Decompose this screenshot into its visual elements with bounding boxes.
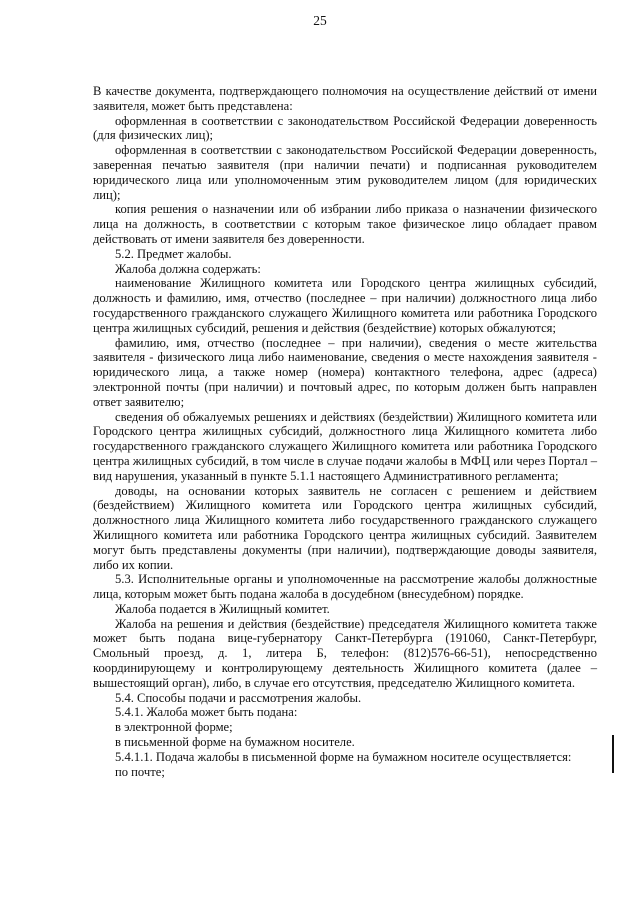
list-item: по почте; — [115, 764, 165, 779]
page-number: 25 — [313, 13, 327, 28]
paragraph: В качестве документа, подтверждающего полномочия на осуществление действий от имени заявителя, может быть представлена: — [93, 84, 597, 113]
section-heading: 5.3. Исполнительные органы и уполномоченные на рассмотрение жалобы должностные лица, которым может быть подана жалоба в досудебном (внесудебном) порядке. — [93, 572, 597, 602]
paragraph: сведения об обжалуемых решениях и действиях (бездействии) Жилищного комитета или Городского центра жилищных субсидий, должностного лица Жилищного комитета либо государственного гражданского служащего Жилищного комитета или работника Городского центра жилищных субсидий, в том числе в случае подачи жалобы в МФЦ или через Портал – вид нарушения, указанный в пункте 5.1.1 настоящего Административного регламента; — [93, 409, 597, 483]
paragraph: 5.4.1. Жалоба может быть подана: — [115, 705, 298, 720]
section-heading: 5.4. Способы подачи и рассмотрения жалобы. — [115, 690, 362, 705]
section-heading: 5.2. Предмет жалобы. — [115, 246, 232, 261]
paragraph: фамилию, имя, отчество (последнее – при наличии), сведения о месте жительства заявителя - физического лица либо наименование, сведения о месте нахождения заявителя - юридического лица, а также номер (номера) контактного телефона, адрес (адреса) электронной почты (при наличии) и почтовый адрес, по которым должен быть направлен ответ заявителю; — [93, 335, 597, 409]
list-item: в письменной форме на бумажном носителе. — [115, 735, 355, 750]
paragraph: 5.4.1.1. Подача жалобы в письменной форме на бумажном носителе осуществляется: — [115, 749, 572, 764]
paragraph: оформленная в соответствии с законодательством Российской Федерации доверенность (для физических лиц); — [93, 113, 597, 143]
paragraph: доводы, на основании которых заявитель не согласен с решением и действием (бездействием) Жилищного комитета или Городского центра жилищных субсидий, должностного лица Жилищного комитета либо государственного гражданского служащего Жилищного комитета или работника Городского центра жилищных субсидий. Заявителем могут быть представлены документы (при наличии), подтверждающие доводы заявителя, либо их копии. — [93, 483, 597, 572]
paragraph: Жалоба подается в Жилищный комитет. — [115, 601, 330, 616]
paragraph: наименование Жилищного комитета или Городского центра жилищных субсидий, должность и фамилию, имя, отчество (последнее – при наличии) должностного лица либо государственного гражданского служащего Жилищного комитета или работника Городского центра жилищных субсидий, решения и действия (бездействие) которых обжалуются; — [93, 276, 597, 335]
margin-line — [612, 735, 614, 773]
paragraph: оформленная в соответствии с законодательством Российской Федерации доверенность, заверенная печатью заявителя (при наличии печати) и подписанная руководителем юридического лица или уполномоченным этим руководителем лицом (для юридических лиц); — [93, 143, 597, 202]
paragraph: Жалоба должна содержать: — [115, 261, 261, 276]
list-item: в электронной форме; — [115, 720, 233, 735]
paragraph: Жалоба на решения и действия (бездействие) председателя Жилищного комитета также может быть подана вице-губернатору Санкт-Петербурга (191060, Санкт-Петербург, Смольный проезд, д. 1, литера Б, телефон: (812)576-66-51), непосредственно координирующему и контролирующему деятельность Жилищного комитета (далее – вышестоящий орган), либо, в случае его отсутствия, председателю Жилищного комитета. — [93, 616, 597, 690]
document-body — [93, 84, 597, 779]
paragraph: копия решения о назначении или об избрании либо приказа о назначении физического лица на должность, в соответствии с которым такое физическое лицо обладает правом действовать от имени заявителя без доверенности. — [93, 202, 597, 246]
